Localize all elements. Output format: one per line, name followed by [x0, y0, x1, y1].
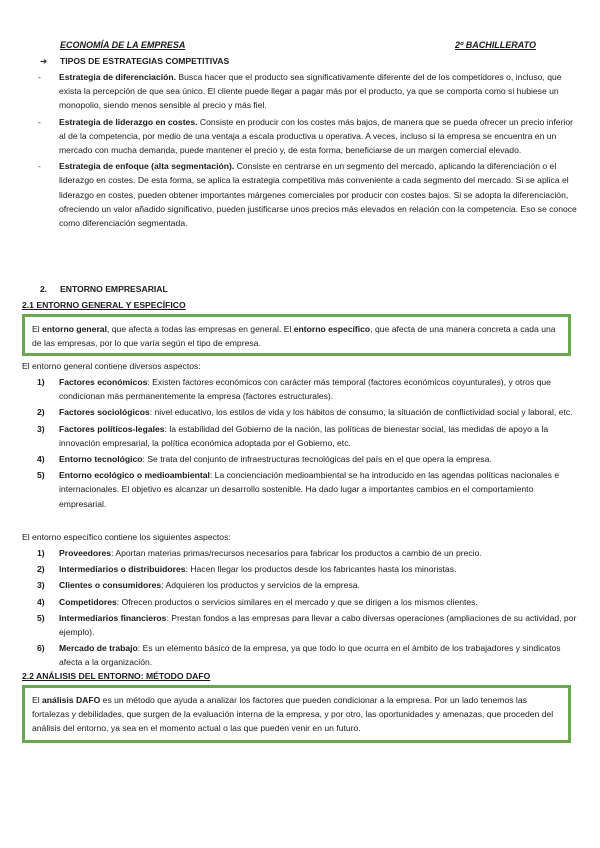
list-item: 2) Intermediarios o distribuidores: Hacen llegar los productos desde los fabricantes hasta los minoristas.	[37, 564, 457, 575]
term-dafo: análisis DAFO	[42, 695, 101, 705]
section-number: 2.	[40, 284, 48, 294]
list-item: - Estrategia de diferenciación. Busca hacer que el producto sea significativamente diferente del de los competidores o, incluso, que exista la percepción de que sea único. El cliente puede llegar a pagar más por el producto, ya que se comporta como si hubiese un monopolio, siendo menos sensible al precio y más fiel.	[38, 72, 562, 111]
list-item: 1) Proveedores: Aportan materias primas/recursos necesarios para fabricar los productos a cambio de un precio.	[37, 548, 482, 558]
item-text: Busca hacer que el producto sea significativamente diferente del de los competidores o, incluso, que exista la percepción de que sea único. El cliente puede llegar a pagar más por el producto, ya que se comporta como si hubiese un monopolio, siendo menos sensible al precio y más fiel.	[59, 72, 562, 111]
competitive-heading: TIPOS DE ESTRATEGIAS COMPETITIVAS	[60, 56, 230, 66]
section-title: ENTORNO EMPRESARIAL	[60, 284, 168, 294]
list-item: 3) Factores políticos-legales: la estabilidad del Gobierno de la nación, las políticas de bienestar social, las medidas de apoyo a la innovación empresarial, la política económica adoptada por el Gobierno, etc.	[37, 423, 549, 448]
arrow-icon: ➔	[40, 56, 48, 66]
list-item: 5) Entorno ecológico o medioambiental: La concienciación medioambiental se ha introducido en las agendas políticas nacionales e internacionales. El objetivo es alcanzar un desarrollo sostenible. Ha dado lugar a importantes cambios en el comportamiento empresarial.	[37, 470, 560, 509]
list-item: 6) Mercado de trabajo: Es un elemento básico de la empresa, ya que todo lo que ocurra en el ámbito de los trabajadores y sindicatos afecta a la organización.	[37, 643, 561, 668]
subsection-heading-2-2: 2.2 ANÁLISIS DEL ENTORNO: MÉTODO DAFO	[22, 671, 211, 681]
item-term: Estrategia de liderazgo en costes.	[59, 116, 198, 127]
specific-intro: El entorno específico contiene los siguientes aspectos:	[22, 532, 231, 542]
list-item: - Estrategia de enfoque (alta segmentación). Consiste en centrarse en un segmento del mercado, aplicando la diferenciación o el liderazgo en costes. De esta forma, se aplica la estrategia competitiva más conveniente a cada segmento del mercado. Si se aplica el liderazgo en costes, pueden obtener importantes márgenes comerciales por producir con costes bajos. Si se adopta la diferenciación, ofreciendo un valor añadido significativo, pueden justificarse unos precios más elevados en relación con la competencia. Eso se conoce como diferenciación segmentada.	[38, 161, 577, 229]
list-item: 3) Clientes o consumidores: Adquieren los productos y servicios de la empresa.	[37, 580, 360, 591]
subsection-heading-2-1: 2.1 ENTORNO GENERAL Y ESPECÍFICO	[22, 300, 186, 310]
competitive-list	[38, 70, 577, 230]
term-general: entorno general	[42, 324, 107, 334]
dafo-box: El análisis DAFO es un método que ayuda a analizar los factores que pueden condicionar a la empresa. Por un lado tenemos las fortalezas y debilidades, que surgen de la evaluación interna de la empresa, y por otro, las oportunidades y amenazas, que proceden del análisis del entorno, ya sea en el momento actual o las que pueden venir en un futuro.	[22, 685, 571, 743]
list-item: 2) Factores sociológicos: nivel educativo, los estilos de vida y los hábitos de consumo, la situación de conflictividad social y laboral, etc.	[37, 407, 573, 418]
list-item: 4) Competidores: Ofrecen productos o servicios similares en el mercado y que se dirigen a los mismos clientes.	[37, 596, 478, 607]
list-item: 5) Intermediarios financieros: Prestan fondos a las empresas para llevar a cabo diversas operaciones (ampliaciones de su actividad, por ejemplo).	[37, 612, 577, 638]
item-text: Consiste en centrarse en un segmento del mercado, aplicando la diferenciación o el liderazgo en costes. De esta forma, se aplica la estrategia competitiva más conveniente a cada segmento del mercado. Si se aplica el liderazgo en costes, pueden obtener importantes márgenes comerciales por producir con costes bajos. Si se adopta la diferenciación, ofreciendo un valor añadido significativo, pueden justificarse unos precios más elevados en relación con la competencia. Eso se conoce como diferenciación segmentada.	[59, 161, 577, 229]
list-item: 4) Entorno tecnológico: Se trata del conjunto de infraestructuras tecnológicas del país en el que opera la empresa.	[37, 454, 492, 465]
general-intro: El entorno general contiene diversos aspectos:	[22, 361, 201, 371]
document-subject: ECONOMÍA DE LA EMPRESA	[60, 40, 186, 50]
list-item: - Estrategia de liderazgo en costes. Consiste en producir con los costes más bajos, de manera que se pueda ofrecer un precio inferior al de la competencia, por medio de una ventaja a escala productiva u operativa. A veces, incluso si la empresa se encuentra en un mercado con mucha demanda, puede mantener el precio y, de esta forma, beneficiarse de un margen comercial elevado.	[38, 116, 573, 156]
list-item: 1) Factores económicos: Existen factores económicos con carácter más temporal (factores económicos coyunturales), y otros que condicionan más permanentemente la empresa (factores estructurales).	[37, 377, 551, 402]
item-term: Estrategia de diferenciación.	[59, 72, 177, 82]
item-text: Consiste en producir con los costes más bajos, de manera que se pueda ofrecer un precio inferior al de la competencia, por medio de una ventaja a escala productiva u operativa. A veces, incluso si la empresa se encuentra en un mercado con mucha demanda, puede mantener el precio y, de esta forma, beneficiarse de un margen comercial elevado.	[59, 116, 573, 156]
document-course: 2º BACHILLERATO	[455, 40, 536, 50]
term-specific: entorno específico	[293, 324, 371, 334]
item-term: Estrategia de enfoque (alta segmentación).	[59, 161, 235, 172]
definition-box: El entorno general, que afecta a todas las empresas en general. El entorno específico, que afecta de una manera concreta a cada una de las empresas, por lo que varía según el tipo de empresa.	[22, 314, 571, 356]
specific-list	[37, 546, 577, 670]
general-list	[37, 375, 577, 511]
